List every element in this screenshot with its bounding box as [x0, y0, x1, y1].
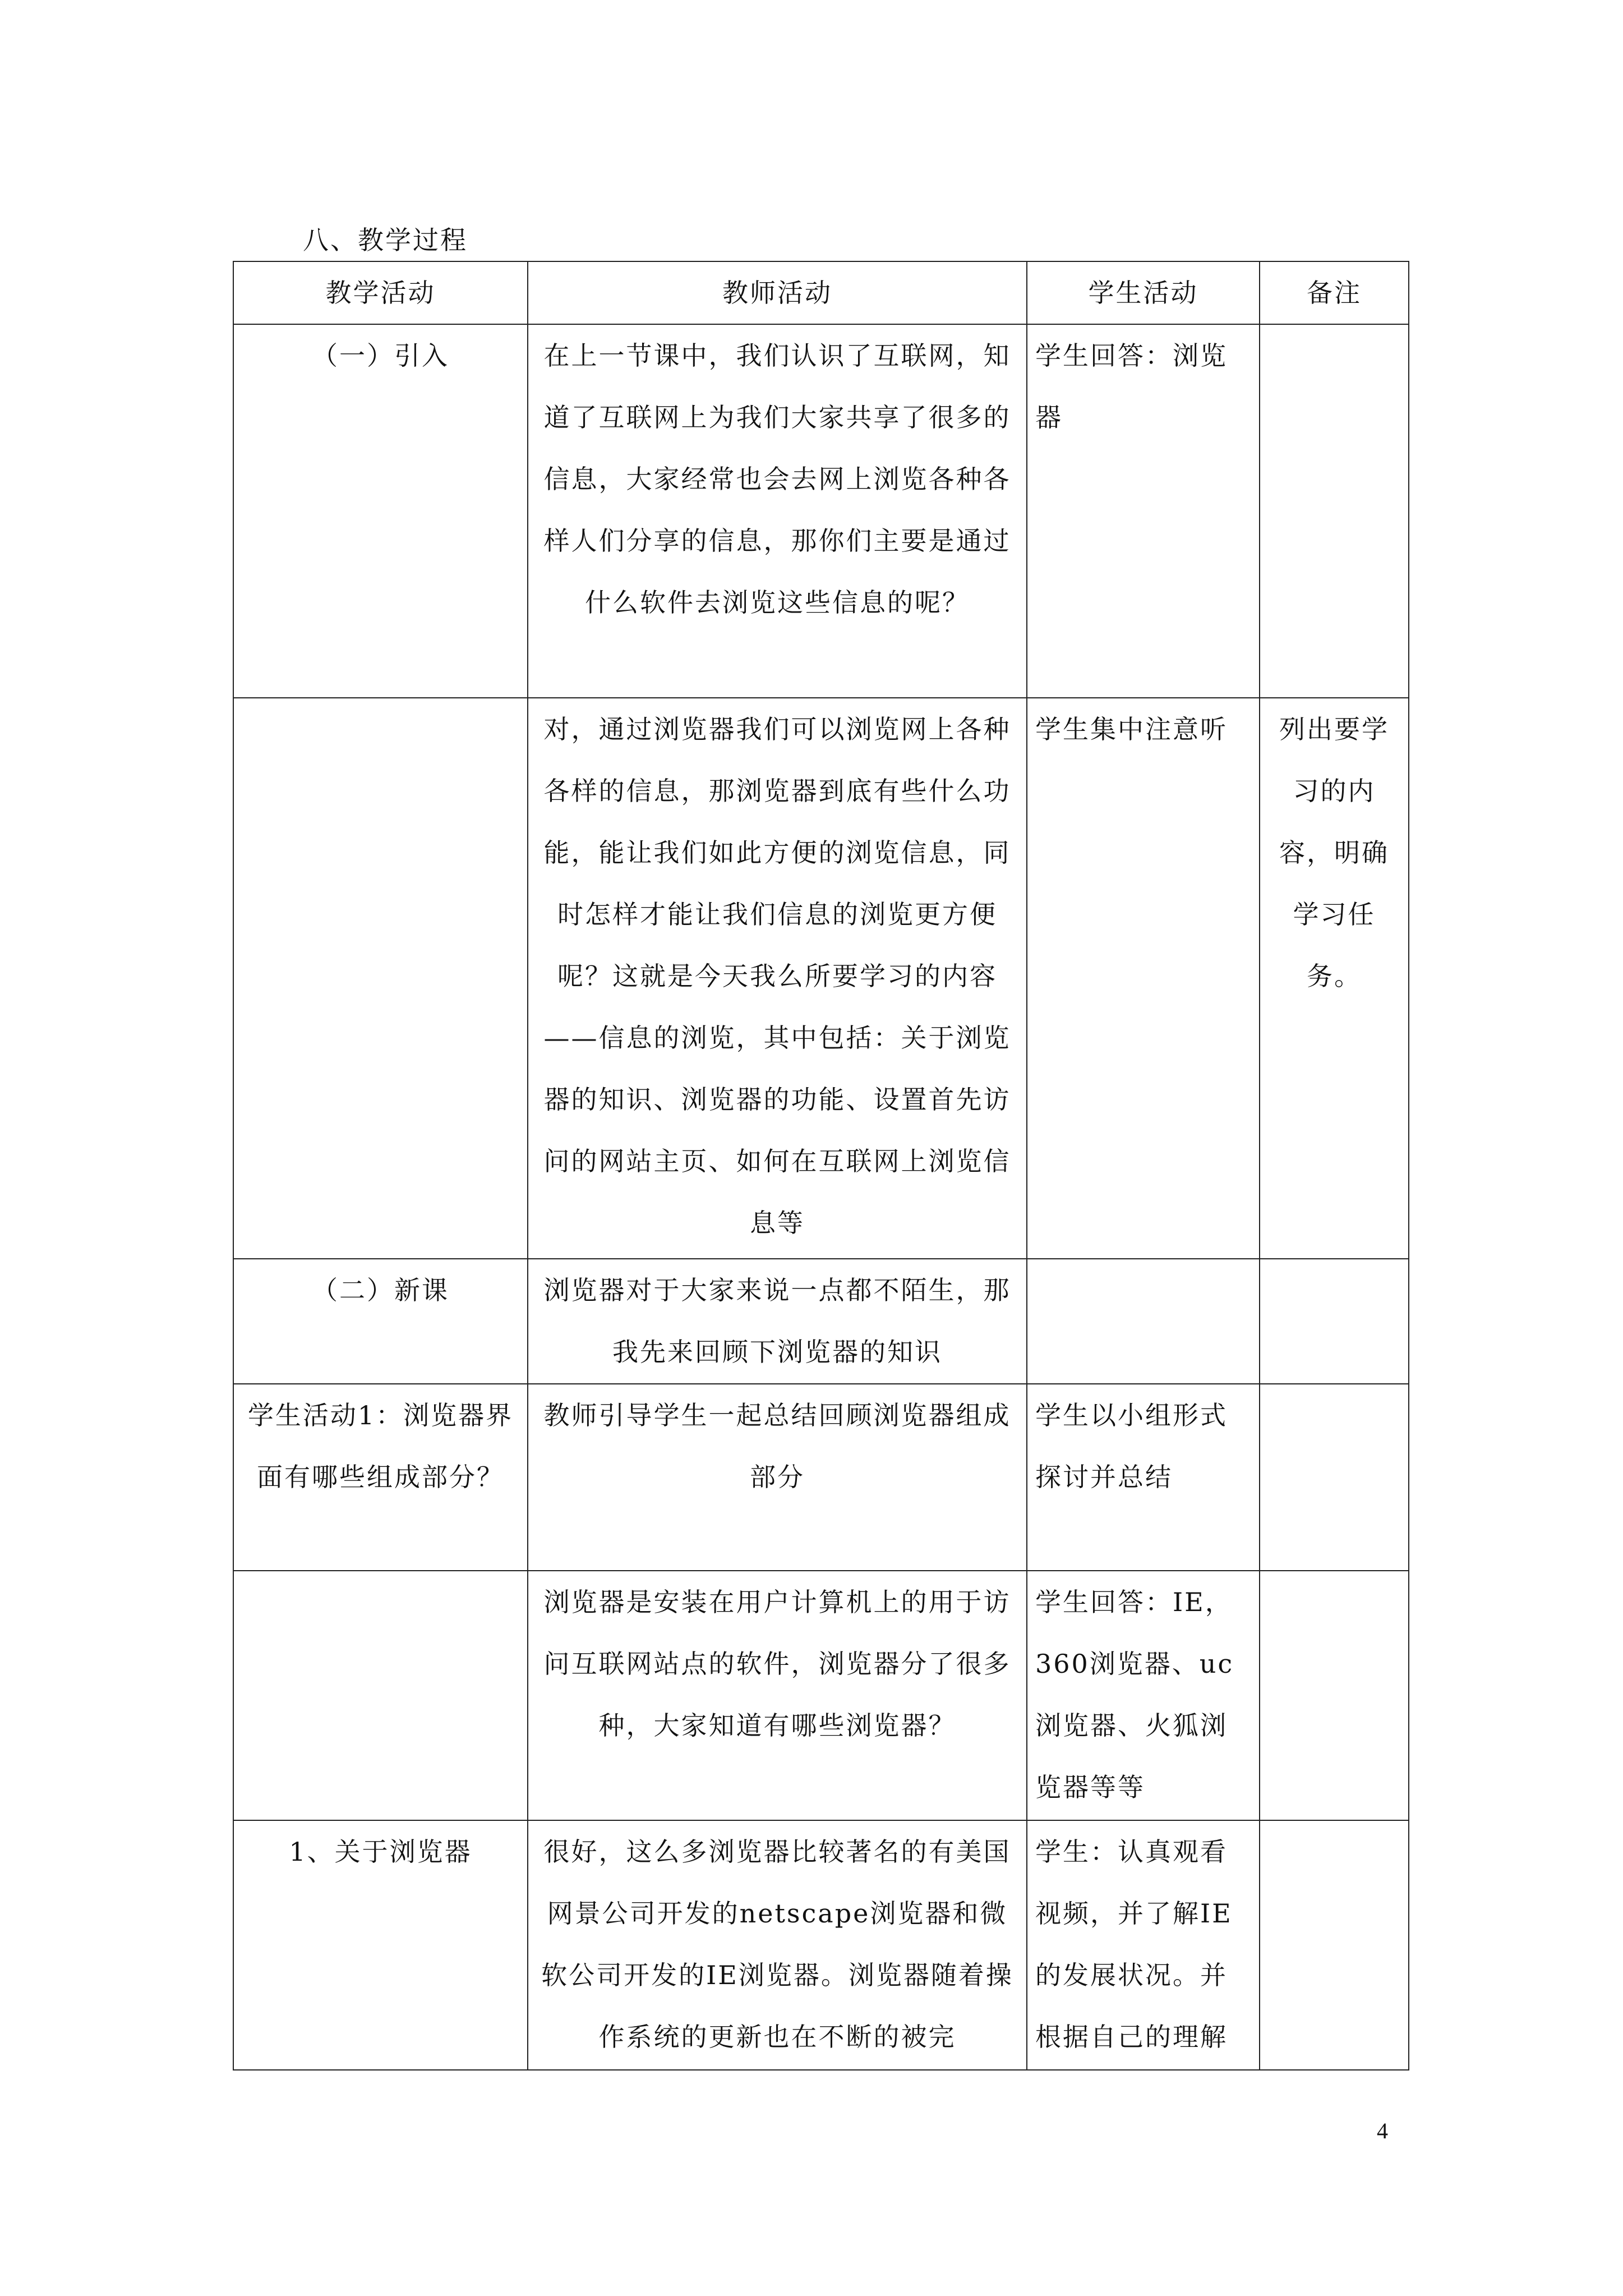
cell-activity — [233, 1571, 528, 1820]
section-title: 八、教学过程 — [303, 225, 468, 255]
header-activity: 教学活动 — [233, 261, 528, 324]
cell-teacher: 在上一节课中，我们认识了互联网，知道了互联网上为我们大家共享了很多的信息，大家经常也会去网上浏览各种各样人们分享的信息，那你们主要是通过什么软件去浏览这些信息的呢？ — [528, 324, 1027, 698]
table-row — [233, 324, 1409, 698]
table-row — [233, 1384, 1409, 1571]
cell-note — [1260, 324, 1409, 698]
cell-student: 学生回答：IE，360浏览器、uc浏览器、火狐浏览器等等 — [1027, 1571, 1260, 1820]
cell-teacher: 教师引导学生一起总结回顾浏览器组成部分 — [528, 1384, 1027, 1571]
cell-note — [1260, 1820, 1409, 2070]
cell-teacher: 对，通过浏览器我们可以浏览网上各种各样的信息，那浏览器到底有些什么功能，能让我们如此方便的浏览信息，同时怎样才能让我们信息的浏览更方便呢？这就是今天我么所要学习的内容——信息的浏览，其中包括：关于浏览器的知识、浏览器的功能、设置首先访问的网站主页、如何在互联网上浏览信息等 — [528, 698, 1027, 1259]
header-student: 学生活动 — [1027, 261, 1260, 324]
cell-student: 学生：认真观看视频，并了解IE的发展状况。并根据自己的理解 — [1027, 1820, 1260, 2070]
cell-teacher: 浏览器是安装在用户计算机上的用于访问互联网站点的软件，浏览器分了很多种，大家知道有哪些浏览器？ — [528, 1571, 1027, 1820]
table-row — [233, 1259, 1409, 1384]
table-row — [233, 1571, 1409, 1820]
cell-student — [1027, 1259, 1260, 1384]
header-teacher: 教师活动 — [528, 261, 1027, 324]
cell-teacher: 很好，这么多浏览器比较著名的有美国网景公司开发的netscape浏览器和微软公司开发的IE浏览器。浏览器随着操作系统的更新也在不断的被完 — [528, 1820, 1027, 2070]
cell-activity: （二）新课 — [233, 1259, 528, 1384]
cell-activity: （一）引入 — [233, 324, 528, 698]
cell-activity — [233, 698, 528, 1259]
cell-teacher: 浏览器对于大家来说一点都不陌生，那我先来回顾下浏览器的知识 — [528, 1259, 1027, 1384]
table-row — [233, 1820, 1409, 2070]
cell-student: 学生以小组形式探讨并总结 — [1027, 1384, 1260, 1571]
cell-activity: 1、关于浏览器 — [233, 1820, 528, 2070]
cell-note: 列出要学习的内容，明确学习任务。 — [1260, 698, 1409, 1259]
table-row — [233, 698, 1409, 1259]
cell-note — [1260, 1259, 1409, 1384]
table-header-row — [233, 261, 1409, 324]
header-note: 备注 — [1260, 261, 1409, 324]
cell-student: 学生集中注意听 — [1027, 698, 1260, 1259]
cell-note — [1260, 1384, 1409, 1571]
cell-activity: 学生活动1：浏览器界面有哪些组成部分？ — [233, 1384, 528, 1571]
page-number: 4 — [1377, 2118, 1388, 2143]
teaching-process-table — [233, 261, 1409, 2070]
cell-student: 学生回答：浏览器 — [1027, 324, 1260, 698]
cell-note — [1260, 1571, 1409, 1820]
